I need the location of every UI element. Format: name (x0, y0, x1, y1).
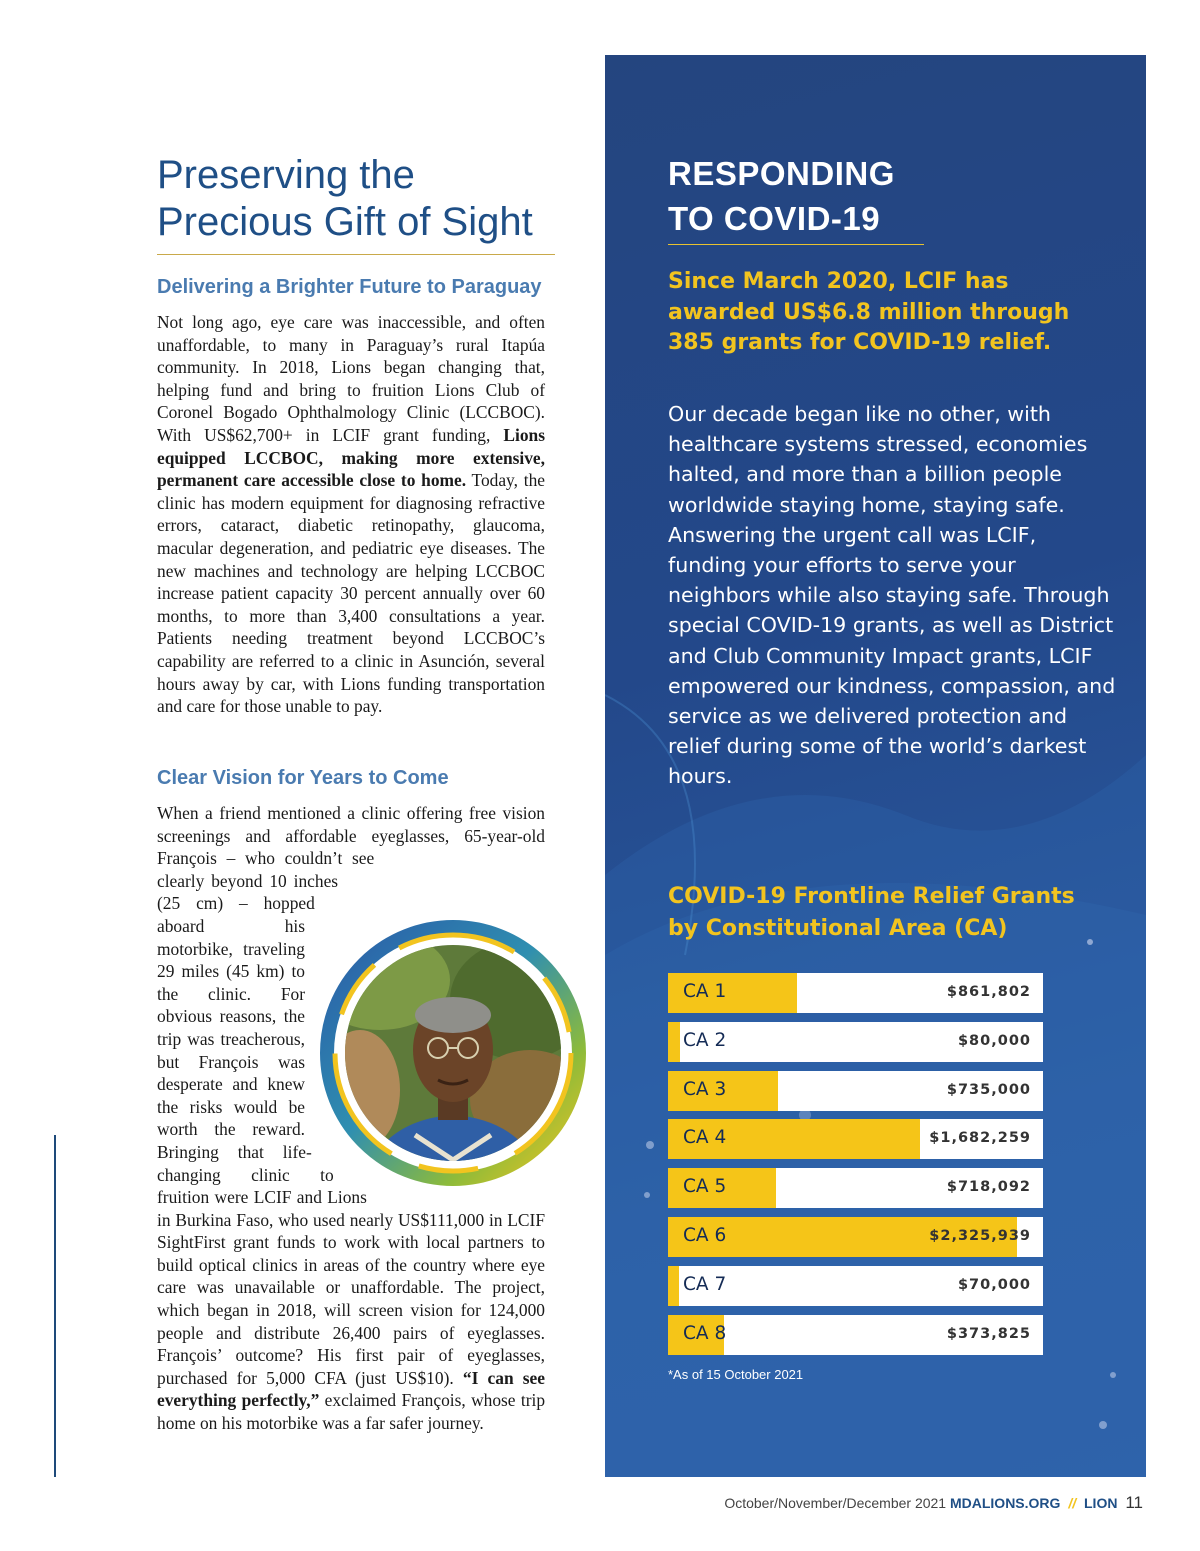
section2-text-b: exclaimed François, whose trip home on his motorbike was a far safer journey. (157, 1390, 546, 1434)
bar-row-8 (668, 1315, 1043, 1355)
chart-title-line-2: by Constitutional Area (CA) (668, 915, 1008, 941)
section2-text-a: When a friend mentioned a clinic offering free vision screenings and affordable eyeglasses, 65-year-old François – who couldn’t see clearly beyond 10 inches (25 cm) – hopped aboard his motorbike, traveling 29 miles (45 km) to the clinic. For obvious reasons, the trip was treacherous, but François was desperate and knew the risks would be worth the reward. Bringing that life-changing clinic to fruition were LCIF and Lions in Burkina Faso, who used nearly US$111,000 in LCIF SightFirst grant funds to work with local partners to build optical clinics in areas of the country where eye care was unavailable or unaffordable. The project, which began in 2018, will screen vision for 124,000 people and distribute 26,400 pairs of eyeglasses. François’ outcome? His first pair of eyeglasses, purchased for 5,000 CFA (just US$10). (157, 803, 545, 1388)
headline-divider (157, 254, 555, 255)
section1-text-a: Not long ago, eye care was inaccessible, and often unaffordable, to many in Paraguay’s rural Itapúa community. In 2018, Lions began changing that, helping fund and bring to fruition Lions Club of Coronel Bogado Ophthalmology Clinic (LCCBOC). With US$62,700+ in LCIF grant funding, (157, 312, 545, 445)
page-number: 11 (1125, 1493, 1143, 1512)
bar-value-label: $1,682,259 (929, 1130, 1031, 1147)
bar-value-label: $735,000 (946, 1081, 1031, 1098)
bar-value-label: $718,092 (946, 1179, 1031, 1196)
sidebar-title-line-1: RESPONDING (668, 155, 895, 192)
francois-portrait-photo (320, 920, 586, 1186)
section2-text-bold: “I can see everything perfectly,” (157, 1367, 545, 1411)
sidebar-title-line-2: TO COVID-19 (668, 200, 881, 237)
chart-title (668, 881, 1128, 944)
footer-brand: LION (1084, 1495, 1118, 1511)
sidebar-body: Our decade began like no other, with healthcare systems stressed, economies halted, and more than a billion people worldwide staying home, staying safe. Answering the urgent call was LCIF, funding your efforts to serve your neighbors while also staying safe. Through special COVID-19 grants, as well as District and Club Community Impact grants, LCIF empowered our kindness, compassion, and service as we delivered protection and relief during some of the world’s darkest hours. (668, 402, 1116, 789)
bar-category-label: CA 8 (683, 1322, 727, 1344)
covid-sidebar-panel (605, 55, 1146, 1477)
footer-issue: October/November/December 2021 (724, 1495, 947, 1511)
section2-heading: Clear Vision for Years to Come (157, 767, 449, 789)
bar-fill-2 (668, 1022, 680, 1062)
bar-row-3 (668, 1071, 1043, 1111)
bar-row-2 (668, 1022, 1043, 1062)
bar-category-label: CA 1 (683, 981, 727, 1002)
bar-category-label: CA 4 (683, 1127, 727, 1149)
bar-row-6 (668, 1217, 1043, 1257)
section1-paragraph (157, 311, 545, 718)
bar-value-label: $373,825 (946, 1325, 1031, 1342)
section1-text-bold: Lions equipped LCCBOC, making more extensive, permanent care accessible close to home. (157, 424, 545, 491)
bar-fill-7 (668, 1266, 679, 1306)
sidebar-title-divider (668, 244, 924, 245)
bar-row-5 (668, 1168, 1043, 1208)
sidebar-highlight: Since March 2020, LCIF has awarded US$6.8 million through 385 grants for COVID-19 relief. (668, 269, 1070, 355)
headline-line-1: Preserving the (157, 153, 415, 197)
sidebar-title (668, 151, 895, 241)
bar-row-1 (668, 973, 1043, 1013)
bar-value-label: $2,325,939 (929, 1228, 1031, 1244)
bar-category-label: CA 6 (683, 1225, 727, 1246)
bar-row-4 (668, 1119, 1043, 1159)
bar-category-label: CA 5 (683, 1176, 727, 1198)
footer-slashes: // (1068, 1495, 1077, 1511)
article-headline (157, 152, 557, 246)
chart-title-line-1: COVID-19 Frontline Relief Grants (668, 884, 1075, 909)
bar-row-7 (668, 1266, 1043, 1306)
bar-category-label: CA 7 (683, 1273, 727, 1295)
headline-line-2: Precious Gift of Sight (157, 200, 533, 244)
footer-site: MDALIONS.ORG (949, 1495, 1061, 1511)
bar-value-label: $861,802 (946, 984, 1031, 1000)
bar-value-label: $70,000 (957, 1276, 1031, 1293)
section1-text-b: Today, the clinic has modern equipment for diagnosing refractive errors, cataract, diabetic retinopathy, glaucoma, macular degeneration, and pediatric eye diseases. The new machines and technology are helping LCCBOC increase patient capacity 30 percent annually over 60 months, to more than 3,400 consultations a year. Patients needing treatment beyond LCCBOC’s capability are referred to a clinic in Asunción, several hours away by car, with Lions funding transportation and care for those unable to pay. (157, 470, 545, 717)
section1-heading: Delivering a Brighter Future to Paraguay (157, 276, 542, 298)
bar-category-label: CA 2 (683, 1029, 727, 1051)
bar-value-label: $80,000 (957, 1032, 1031, 1049)
page-footer (724, 1493, 1143, 1513)
margin-rule (54, 1135, 56, 1477)
chart-footnote: *As of 15 October 2021 (668, 1367, 804, 1382)
bar-category-label: CA 3 (683, 1078, 727, 1100)
